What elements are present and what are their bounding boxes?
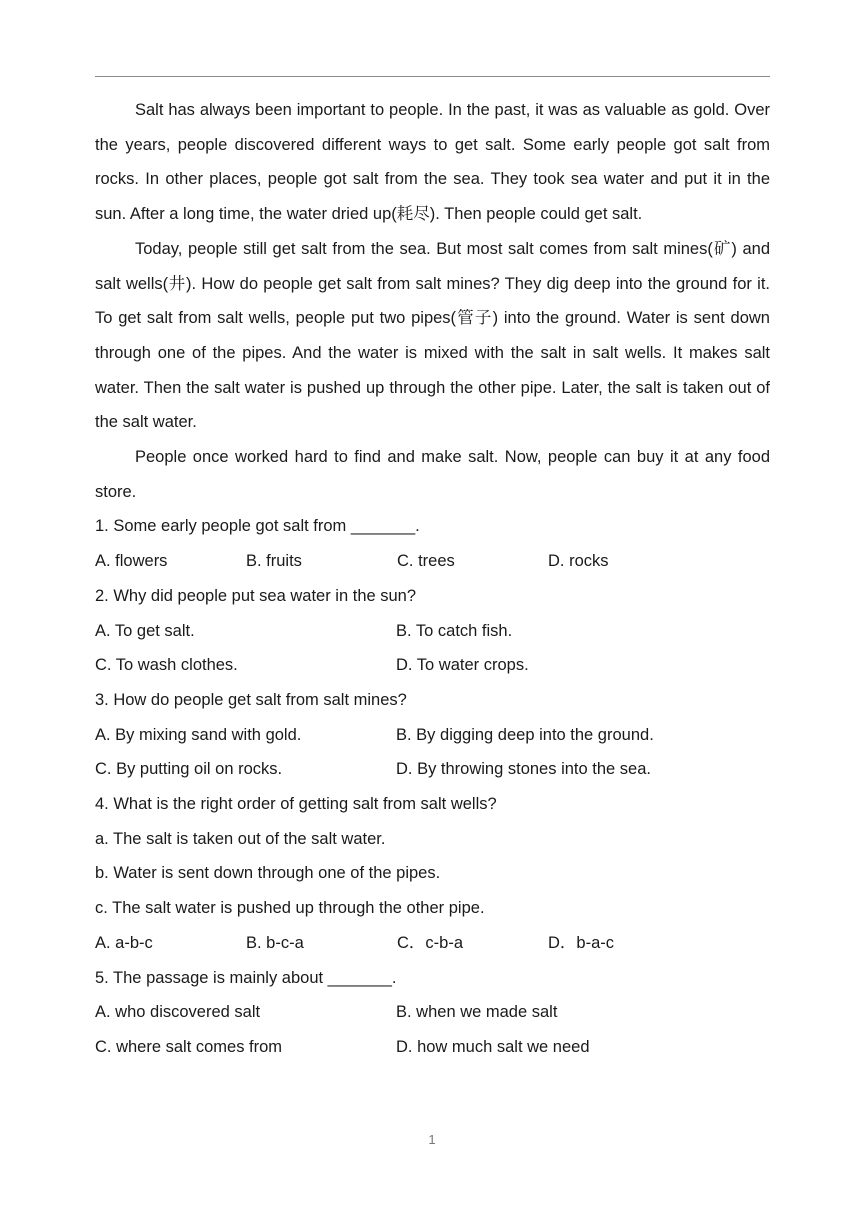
passage-paragraph-3: People once worked hard to find and make salt. Now, people can buy it at any food store. [95,448,770,501]
option-c: C．c-b-a [397,933,464,952]
question-4-step-b: b. Water is sent down through one of the pipes. [95,864,441,883]
question-3-options-ab [95,718,770,753]
question-2-options-ab [95,614,770,649]
option-a: A. To get salt. [95,621,195,640]
option-d: D. To water crops. [396,656,529,675]
option-a: A. By mixing sand with gold. [95,725,302,744]
option-c: C. trees [397,552,455,571]
question-5-options-cd [95,1030,770,1065]
option-d: D. how much salt we need [396,1037,590,1056]
passage-paragraph-1: Salt has always been important to people. In the past, it was as valuable as gold. Over the years, people discovered different ways to get salt. Some early people got salt from rocks. In other places, people got salt from the sea. They took sea water and put it in the sun. After a long time, the water dried up(耗尽). Then people could get salt. [95,101,770,224]
question-4-options [95,926,770,961]
passage-paragraph-2: Today, people still get salt from the sea. But most salt comes from salt mines(矿) and salt wells(井). How do people get salt from salt mines? They dig deep into the ground for it. To get salt from salt wells, people put two pipes(管子) into the ground. Water is sent down through one of the pipes. And the water is mixed with the salt in salt wells. It makes salt water. Then the salt water is pushed up through the other pipe. Later, the salt is taken out of the salt water. [95,239,770,432]
question-3-options-cd [95,752,770,787]
question-4: 4. What is the right order of getting salt from salt wells? [95,795,497,814]
question-2-options-cd [95,648,770,683]
option-a: A. flowers [95,552,168,571]
option-b: B. By digging deep into the ground. [396,725,654,744]
option-c: C. To wash clothes. [95,656,238,675]
question-1: 1. Some early people got salt from _______. [95,517,420,536]
question-3: 3. How do people get salt from salt mines? [95,690,407,709]
question-5: 5. The passage is mainly about _______. [95,968,397,987]
option-d: D. By throwing stones into the sea. [396,760,651,779]
question-2: 2. Why did people put sea water in the sun? [95,586,417,605]
option-b: B. fruits [246,552,302,571]
question-1-options [95,544,770,579]
page-number: 1 [428,1132,436,1147]
option-a: A. who discovered salt [95,1003,261,1022]
option-a: A. a-b-c [95,933,153,952]
option-c: C. where salt comes from [95,1037,283,1056]
option-d: D. rocks [548,552,609,571]
header-rule [95,76,770,77]
content [95,93,770,1065]
question-5-options-ab [95,995,770,1030]
option-d: D．b-a-c [548,933,615,952]
option-b: B. b-c-a [246,933,304,952]
option-b: B. To catch fish. [396,621,513,640]
option-c: C. By putting oil on rocks. [95,760,283,779]
option-b: B. when we made salt [396,1003,558,1022]
question-4-step-c: c. The salt water is pushed up through the other pipe. [95,899,485,918]
question-4-step-a: a. The salt is taken out of the salt water. [95,829,386,848]
